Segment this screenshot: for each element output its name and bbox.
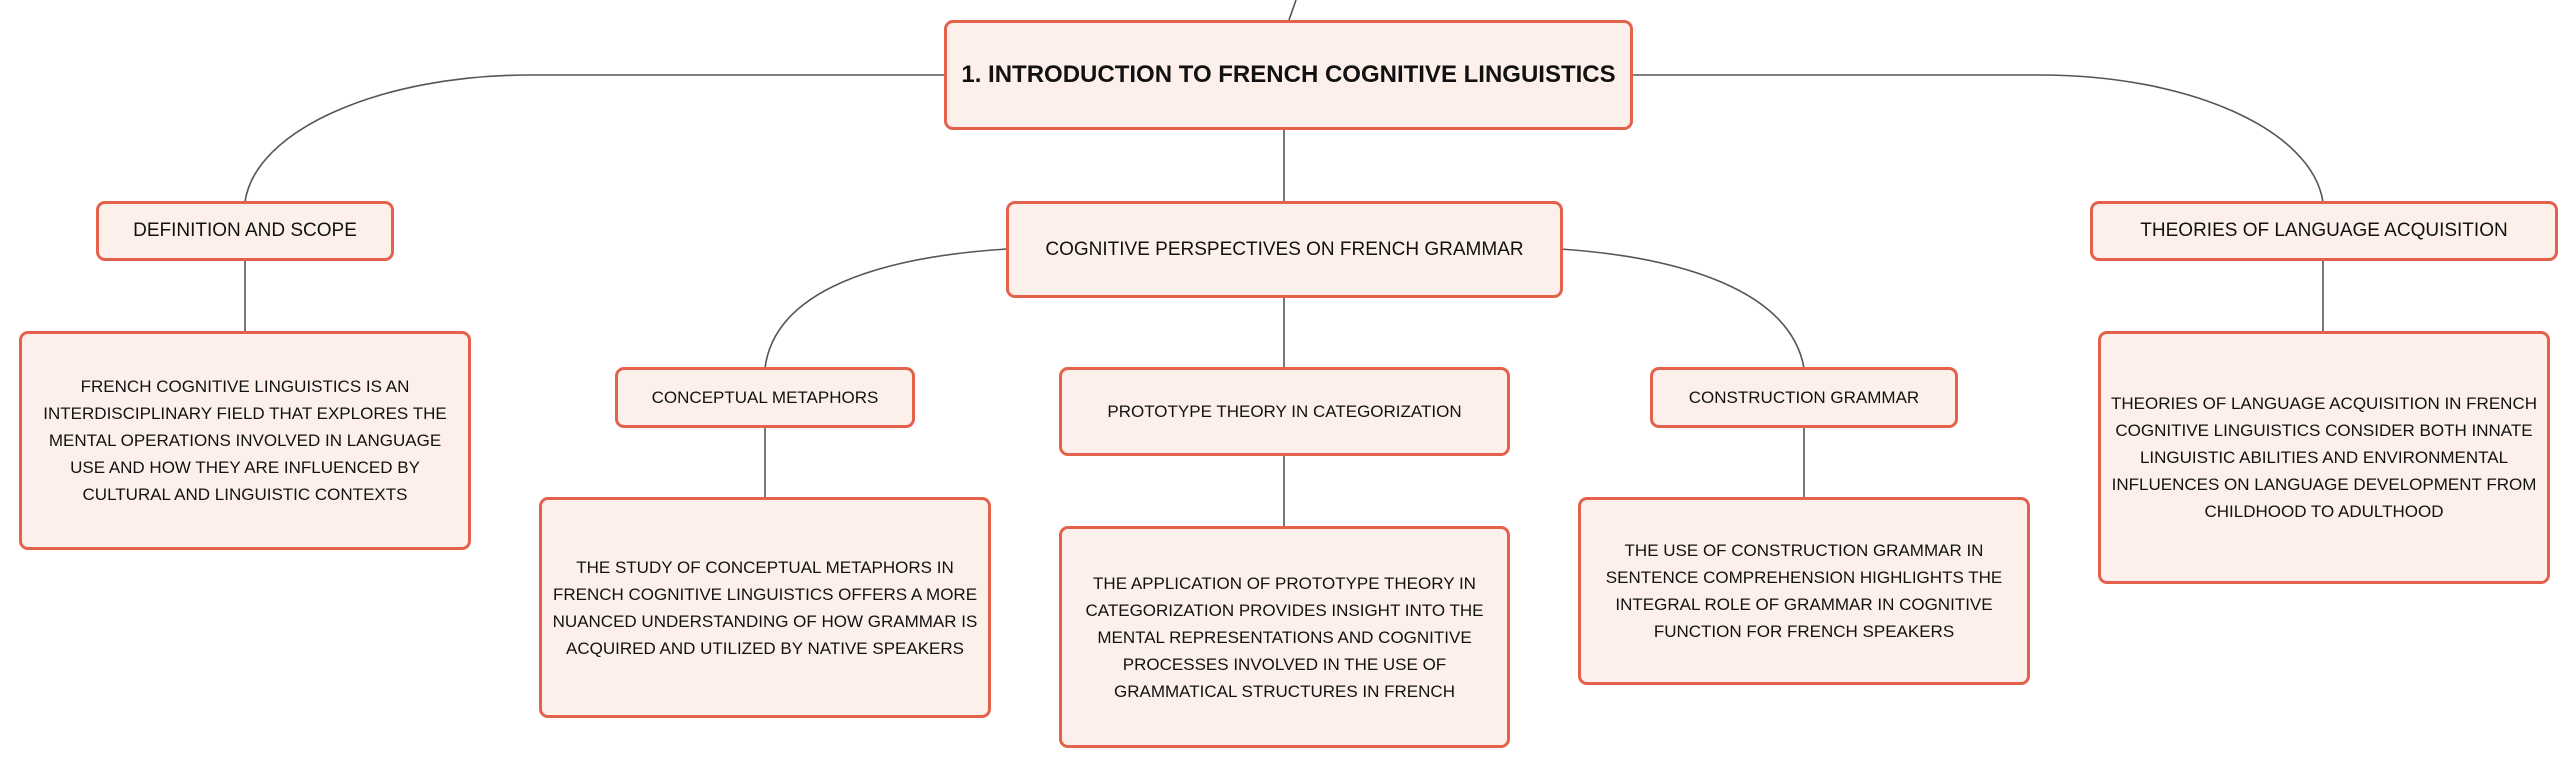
prototype-title: PROTOTYPE THEORY IN CATEGORIZATION xyxy=(1107,401,1462,421)
construction-description[interactable] xyxy=(1578,497,2030,685)
grammar-title: COGNITIVE PERSPECTIVES ON FRENCH GRAMMAR xyxy=(1045,238,1524,260)
construction-text: THE USE OF CONSTRUCTION GRAMMAR IN SENTENCE COMPREHENSION HIGHLIGHTS THE INTEGRAL ROLE OF GRAMMAR IN COGNITIVE FUNCTION FOR FRENCH SPEAKERS xyxy=(1605,541,2003,641)
connector-grammar-construction xyxy=(1560,249,1804,368)
prototype-description[interactable] xyxy=(1059,526,1510,748)
root-topic[interactable] xyxy=(944,20,1633,130)
acquisition-description[interactable] xyxy=(2098,331,2550,584)
metaphors-title: CONCEPTUAL METAPHORS xyxy=(651,387,879,407)
acquisition-text: THEORIES OF LANGUAGE ACQUISITION IN FRENCH COGNITIVE LINGUISTICS CONSIDER BOTH INNATE LINGUISTIC ABILITIES AND ENVIRONMENTAL INFLUENCES ON LANGUAGE DEVELOPMENT FROM CHILDHOOD TO ADULTHOOD xyxy=(2111,394,2537,521)
connector-root-acquisition xyxy=(1630,75,2323,202)
metaphors-text: THE STUDY OF CONCEPTUAL METAPHORS IN FRENCH COGNITIVE LINGUISTICS OFFERS A MORE NUANCED UNDERSTANDING OF HOW GRAMMAR IS ACQUIRED AND UTILIZED BY NATIVE SPEAKERS xyxy=(552,557,978,658)
construction-title: CONSTRUCTION GRAMMAR xyxy=(1688,387,1920,407)
definition-title: DEFINITION AND SCOPE xyxy=(133,220,357,241)
definition-description[interactable] xyxy=(19,331,471,550)
subtopic-prototype-theory[interactable] xyxy=(1059,367,1510,456)
root-topic-title: 1. INTRODUCTION TO FRENCH COGNITIVE LINGUISTICS xyxy=(961,61,1616,88)
connector-root-definition xyxy=(245,75,946,202)
definition-text: FRENCH COGNITIVE LINGUISTICS IS AN INTERDISCIPLINARY FIELD THAT EXPLORES THE MENTAL OPERATIONS INVOLVED IN LANGUAGE USE AND HOW THEY ARE INFLUENCED BY CULTURAL AND LINGUISTIC CONTEXTS xyxy=(43,377,447,504)
acquisition-title: THEORIES OF LANGUAGE ACQUISITION xyxy=(2140,220,2508,241)
topic-cognitive-perspectives[interactable] xyxy=(1006,201,1563,298)
topic-definition-and-scope[interactable] xyxy=(96,201,394,261)
topic-language-acquisition[interactable] xyxy=(2090,201,2558,261)
metaphors-description[interactable] xyxy=(539,497,991,718)
subtopic-construction-grammar[interactable] xyxy=(1650,367,1958,428)
subtopic-conceptual-metaphors[interactable] xyxy=(615,367,915,428)
prototype-text: THE APPLICATION OF PROTOTYPE THEORY IN CATEGORIZATION PROVIDES INSIGHT INTO THE MENTAL REPRESENTATIONS AND COGNITIVE PROCESSES INVOLVED IN THE USE OF GRAMMATICAL STRUCTURES IN FRENCH xyxy=(1085,573,1484,701)
connector-root-parent xyxy=(1289,0,1296,20)
connector-grammar-metaphors xyxy=(765,249,1007,368)
